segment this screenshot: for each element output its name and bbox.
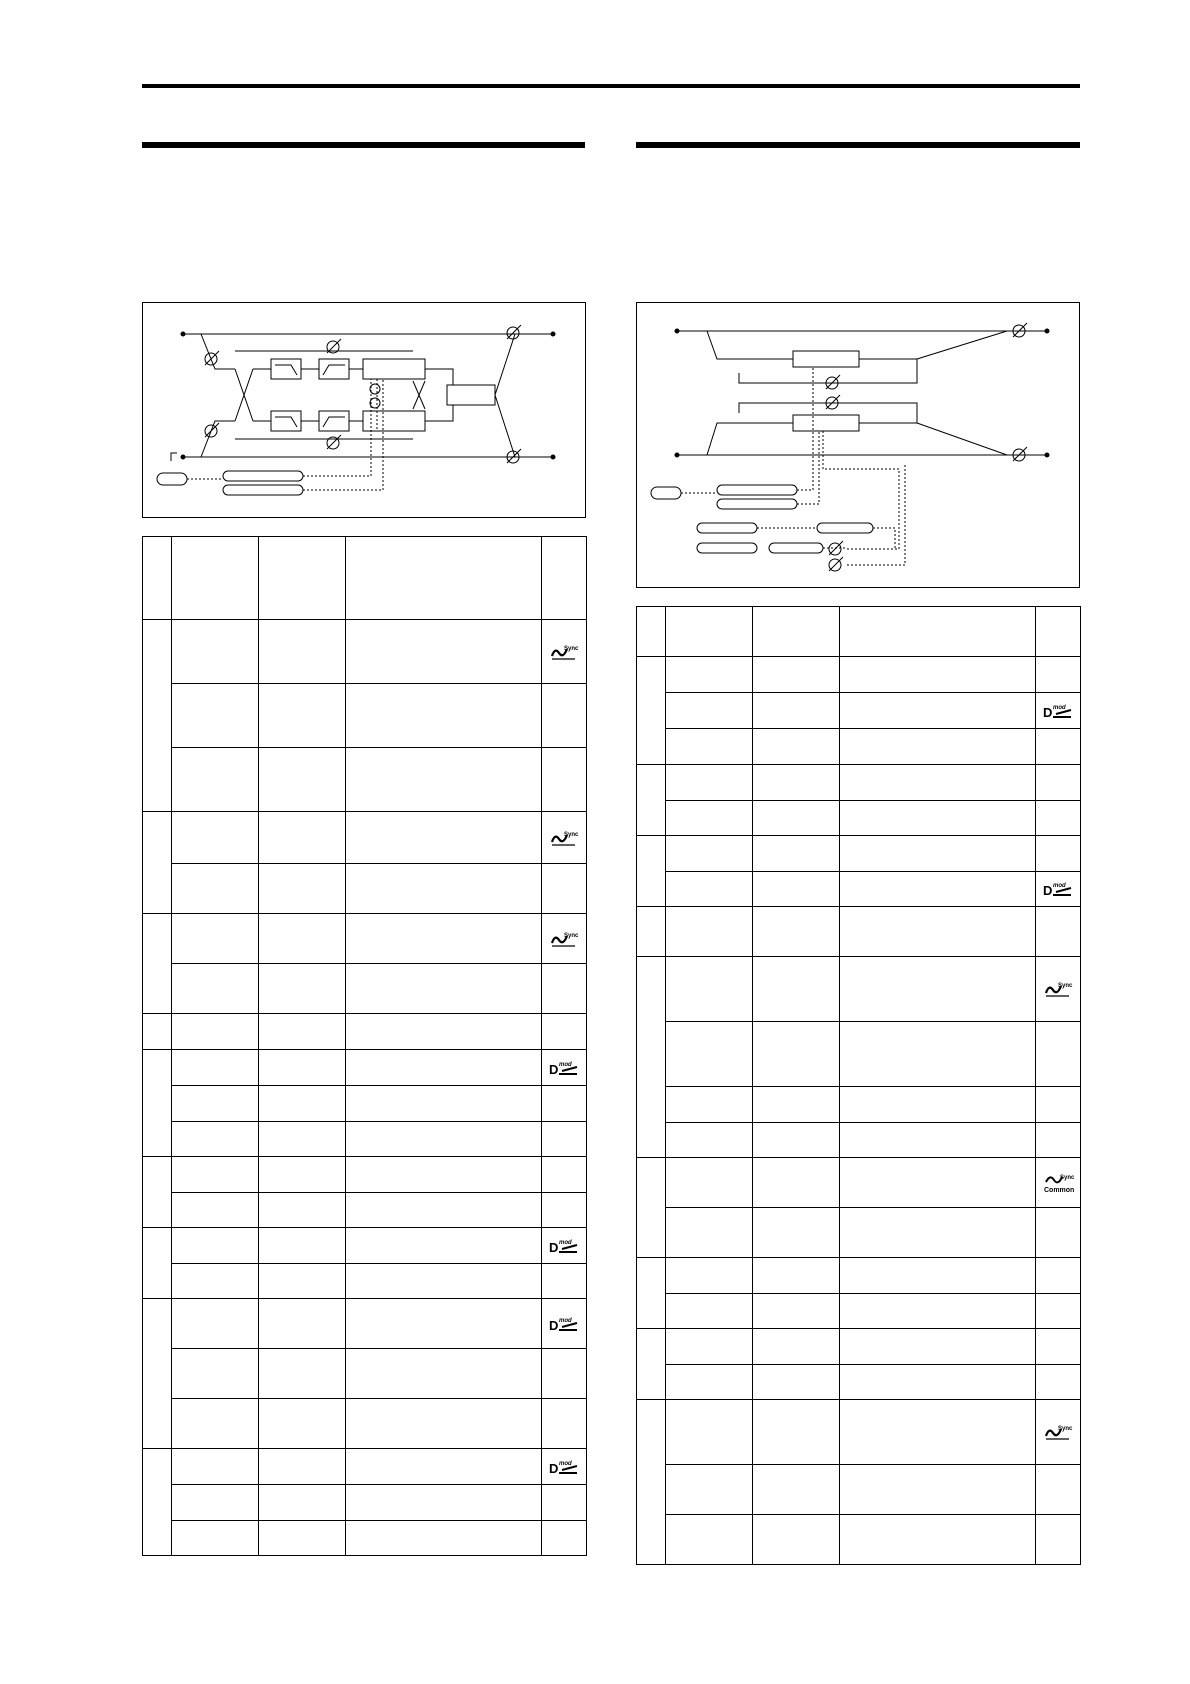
modulation-icon-cell <box>1036 1294 1081 1329</box>
table-cell <box>753 765 840 801</box>
page-header-rule <box>142 84 1080 88</box>
table-header-row <box>637 607 1081 657</box>
modulation-icon-cell <box>1036 765 1081 801</box>
table-cell <box>666 1329 753 1365</box>
table-cell <box>840 1208 1036 1258</box>
table-cell <box>346 1299 542 1349</box>
table-row <box>637 1087 1081 1123</box>
table-cell <box>259 1228 346 1264</box>
table-cell <box>259 1157 346 1193</box>
modulation-icon-cell <box>542 812 587 864</box>
table-header-cell <box>542 537 587 620</box>
table-cell <box>172 1449 259 1485</box>
group-number-cell <box>637 1400 666 1565</box>
modulation-icon-cell <box>542 620 587 684</box>
table-header-cell <box>666 607 753 657</box>
table-row <box>637 693 1081 729</box>
table-header-cell <box>637 607 666 657</box>
tempo-sync-icon <box>549 930 579 948</box>
table-cell <box>346 1086 542 1122</box>
table-cell <box>259 1014 346 1050</box>
tempo-sync-icon <box>1043 1423 1073 1441</box>
table-cell <box>172 620 259 684</box>
modulation-icon-cell <box>542 1014 587 1050</box>
group-number-cell <box>637 765 666 836</box>
table-cell <box>666 1465 753 1515</box>
table-cell <box>346 964 542 1014</box>
table-cell <box>666 1258 753 1294</box>
group-number-cell <box>637 907 666 957</box>
modulation-icon-cell <box>1036 907 1081 957</box>
table-cell <box>172 1299 259 1349</box>
modulation-icon-cell <box>542 748 587 812</box>
table-cell <box>259 1349 346 1399</box>
table-header-row <box>143 537 587 620</box>
modulation-icon-cell <box>1036 1465 1081 1515</box>
table-cell <box>840 729 1036 765</box>
svg-text:Sync: Sync <box>564 645 579 652</box>
group-number-cell <box>637 1158 666 1258</box>
table-cell <box>346 1228 542 1264</box>
modulation-icon-cell <box>1036 1365 1081 1400</box>
table-row <box>143 1521 587 1556</box>
group-number-cell <box>143 1449 172 1556</box>
table-cell <box>753 1465 840 1515</box>
table-cell <box>172 1193 259 1228</box>
table-row <box>143 1157 587 1193</box>
table-cell <box>346 1264 542 1299</box>
modulation-icon-cell <box>1036 1329 1081 1365</box>
table-cell <box>840 1294 1036 1329</box>
table-row <box>143 620 587 684</box>
table-cell <box>172 1228 259 1264</box>
table-row <box>637 957 1081 1022</box>
group-number-cell <box>143 1228 172 1299</box>
table-cell <box>753 907 840 957</box>
table-cell <box>172 914 259 964</box>
table-cell <box>666 765 753 801</box>
table-cell <box>840 836 1036 872</box>
left-section-rule <box>142 142 585 148</box>
group-number-cell <box>637 957 666 1158</box>
table-cell <box>259 1193 346 1228</box>
table-cell <box>259 1264 346 1299</box>
svg-text:D: D <box>549 1061 559 1077</box>
modulation-icon-cell <box>542 1228 587 1264</box>
table-cell <box>753 1087 840 1123</box>
table-row <box>637 1329 1081 1365</box>
svg-text:D: D <box>549 1460 559 1476</box>
table-cell <box>666 1087 753 1123</box>
group-number-cell <box>143 812 172 914</box>
table-cell <box>346 1349 542 1399</box>
modulation-icon-cell <box>1036 1022 1081 1087</box>
table-cell <box>259 1299 346 1349</box>
table-cell <box>346 864 542 914</box>
table-cell <box>172 812 259 864</box>
modulation-icon-cell <box>1036 1258 1081 1294</box>
table-cell <box>346 914 542 964</box>
svg-text:Sync: Sync <box>1060 1174 1074 1181</box>
table-cell <box>840 657 1036 693</box>
table-row <box>637 765 1081 801</box>
table-cell <box>172 1349 259 1399</box>
table-cell <box>259 684 346 748</box>
table-cell <box>346 1449 542 1485</box>
table-row <box>637 1515 1081 1565</box>
table-cell <box>753 693 840 729</box>
group-number-cell <box>637 1258 666 1329</box>
table-cell <box>172 684 259 748</box>
table-cell <box>259 1521 346 1556</box>
table-cell <box>753 836 840 872</box>
table-row <box>637 801 1081 836</box>
group-number-cell <box>143 1157 172 1228</box>
right-block-diagram <box>636 302 1080 588</box>
svg-text:mod: mod <box>559 1317 572 1324</box>
modulation-icon-cell <box>542 1264 587 1299</box>
table-cell <box>840 1465 1036 1515</box>
table-cell <box>172 1399 259 1449</box>
table-cell <box>753 1022 840 1087</box>
modulation-icon-cell <box>1036 693 1081 729</box>
table-cell <box>172 1014 259 1050</box>
table-cell <box>172 1521 259 1556</box>
tempo-sync-icon <box>1043 980 1073 998</box>
modulation-icon-cell <box>542 1193 587 1228</box>
mfx-common-icon <box>1042 1172 1074 1194</box>
table-cell <box>666 1123 753 1158</box>
table-cell <box>172 964 259 1014</box>
table-cell <box>840 765 1036 801</box>
table-row <box>143 1485 587 1521</box>
table-cell <box>840 957 1036 1022</box>
table-cell <box>666 1365 753 1400</box>
table-header-cell <box>143 537 172 620</box>
modulation-icon-cell <box>542 1485 587 1521</box>
table-cell <box>840 1515 1036 1565</box>
table-cell <box>346 1521 542 1556</box>
svg-text:mod: mod <box>1053 883 1066 889</box>
group-number-cell <box>143 1299 172 1449</box>
table-cell <box>346 620 542 684</box>
modulation-icon-cell <box>542 1050 587 1086</box>
table-cell <box>666 801 753 836</box>
table-cell <box>840 1400 1036 1465</box>
table-row <box>143 1086 587 1122</box>
table-cell <box>753 1258 840 1294</box>
table-cell <box>346 812 542 864</box>
modulation-icon-cell <box>542 1399 587 1449</box>
modulation-icon-cell <box>1036 1400 1081 1465</box>
table-row <box>143 1449 587 1485</box>
table-row <box>143 684 587 748</box>
table-cell <box>753 1294 840 1329</box>
table-cell <box>172 1086 259 1122</box>
table-cell <box>753 1515 840 1565</box>
table-cell <box>346 1485 542 1521</box>
modulation-icon-cell <box>542 864 587 914</box>
table-cell <box>172 1122 259 1157</box>
table-row <box>143 1014 587 1050</box>
table-cell <box>259 620 346 684</box>
table-cell <box>259 1449 346 1485</box>
table-cell <box>346 748 542 812</box>
group-number-cell <box>143 1014 172 1050</box>
group-number-cell <box>143 1050 172 1157</box>
modulation-icon-cell <box>542 684 587 748</box>
table-row <box>143 1193 587 1228</box>
modulation-icon-cell <box>542 1122 587 1157</box>
table-cell <box>666 836 753 872</box>
group-number-cell <box>637 657 666 765</box>
dmod-icon <box>1042 880 1074 898</box>
modulation-icon-cell <box>1036 872 1081 907</box>
table-row <box>143 748 587 812</box>
modulation-icon-cell <box>542 964 587 1014</box>
table-cell <box>346 1014 542 1050</box>
table-cell <box>172 864 259 914</box>
dmod-icon <box>1042 702 1074 720</box>
table-row <box>637 1294 1081 1329</box>
table-cell <box>666 1022 753 1087</box>
svg-text:Common: Common <box>1044 1186 1074 1194</box>
table-cell <box>666 1208 753 1258</box>
dmod-icon <box>548 1315 580 1333</box>
modulation-icon-cell <box>542 1449 587 1485</box>
table-row <box>637 657 1081 693</box>
svg-text:D: D <box>1043 704 1053 720</box>
table-cell <box>753 957 840 1022</box>
table-cell <box>346 1399 542 1449</box>
table-row <box>637 1400 1081 1465</box>
table-cell <box>753 801 840 836</box>
modulation-icon-cell <box>1036 1515 1081 1565</box>
table-row <box>637 1158 1081 1208</box>
table-cell <box>753 729 840 765</box>
table-cell <box>666 729 753 765</box>
svg-text:Sync: Sync <box>564 932 579 939</box>
table-cell <box>172 1157 259 1193</box>
modulation-icon-cell <box>1036 1208 1081 1258</box>
modulation-icon-cell <box>1036 957 1081 1022</box>
table-cell <box>840 1158 1036 1208</box>
table-cell <box>259 1050 346 1086</box>
modulation-icon-cell <box>1036 657 1081 693</box>
modulation-icon-cell <box>542 1299 587 1349</box>
table-cell <box>753 657 840 693</box>
table-row <box>143 1228 587 1264</box>
table-header-cell <box>172 537 259 620</box>
table-cell <box>259 864 346 914</box>
table-row <box>143 864 587 914</box>
table-cell <box>346 1157 542 1193</box>
table-cell <box>840 693 1036 729</box>
table-row <box>143 1349 587 1399</box>
dmod-icon <box>548 1059 580 1077</box>
modulation-icon-cell <box>542 1521 587 1556</box>
table-cell <box>666 907 753 957</box>
table-cell <box>172 748 259 812</box>
table-cell <box>840 1258 1036 1294</box>
modulation-icon-cell <box>1036 1158 1081 1208</box>
table-header-cell <box>346 537 542 620</box>
table-header-cell <box>1036 607 1081 657</box>
table-cell <box>346 1193 542 1228</box>
table-cell <box>346 1122 542 1157</box>
table-cell <box>346 684 542 748</box>
table-cell <box>840 801 1036 836</box>
table-row <box>637 1258 1081 1294</box>
table-cell <box>840 1087 1036 1123</box>
table-row <box>637 872 1081 907</box>
right-parameter-table <box>636 606 1081 1565</box>
group-number-cell <box>143 914 172 1014</box>
table-cell <box>753 1208 840 1258</box>
svg-text:Sync: Sync <box>564 831 579 838</box>
table-row <box>143 1299 587 1349</box>
table-row <box>143 1264 587 1299</box>
table-row <box>637 1123 1081 1158</box>
table-cell <box>666 1400 753 1465</box>
modulation-icon-cell <box>542 1349 587 1399</box>
svg-text:mod: mod <box>559 1460 572 1467</box>
tempo-sync-icon <box>549 643 579 661</box>
table-row <box>637 1208 1081 1258</box>
group-number-cell <box>637 836 666 907</box>
modulation-icon-cell <box>1036 1123 1081 1158</box>
modulation-icon-cell <box>1036 1087 1081 1123</box>
table-cell <box>346 1050 542 1086</box>
table-row <box>637 1465 1081 1515</box>
table-cell <box>840 1365 1036 1400</box>
svg-text:D: D <box>549 1239 559 1255</box>
table-cell <box>753 1365 840 1400</box>
table-cell <box>259 914 346 964</box>
table-row <box>143 964 587 1014</box>
table-cell <box>753 1329 840 1365</box>
table-cell <box>753 872 840 907</box>
table-cell <box>259 1086 346 1122</box>
table-row <box>143 1050 587 1086</box>
table-cell <box>259 1485 346 1521</box>
group-number-cell <box>637 1329 666 1400</box>
table-cell <box>172 1050 259 1086</box>
modulation-icon-cell <box>542 914 587 964</box>
modulation-icon-cell <box>1036 836 1081 872</box>
modulation-icon-cell <box>542 1086 587 1122</box>
table-cell <box>666 693 753 729</box>
table-header-cell <box>753 607 840 657</box>
dmod-icon <box>548 1458 580 1476</box>
svg-text:Sync: Sync <box>1058 1426 1073 1432</box>
table-cell <box>840 907 1036 957</box>
table-cell <box>840 1329 1036 1365</box>
table-cell <box>666 1294 753 1329</box>
svg-text:mod: mod <box>559 1239 572 1246</box>
svg-text:D: D <box>1043 883 1053 898</box>
table-cell <box>259 748 346 812</box>
svg-text:Sync: Sync <box>1058 983 1073 989</box>
table-cell <box>840 872 1036 907</box>
table-cell <box>259 1399 346 1449</box>
table-row <box>143 1399 587 1449</box>
left-parameter-table <box>142 536 587 1556</box>
table-row <box>637 1365 1081 1400</box>
table-cell <box>666 872 753 907</box>
modulation-icon-cell <box>1036 729 1081 765</box>
table-cell <box>753 1400 840 1465</box>
table-row <box>143 1122 587 1157</box>
table-cell <box>259 964 346 1014</box>
table-cell <box>666 1158 753 1208</box>
tempo-sync-icon <box>549 829 579 847</box>
table-cell <box>666 1515 753 1565</box>
group-number-cell <box>143 620 172 812</box>
table-cell <box>840 1123 1036 1158</box>
table-row <box>637 1022 1081 1087</box>
modulation-icon-cell <box>542 1157 587 1193</box>
table-row <box>143 914 587 964</box>
table-cell <box>172 1264 259 1299</box>
table-row <box>637 836 1081 872</box>
table-row <box>637 907 1081 957</box>
table-row <box>637 729 1081 765</box>
table-cell <box>666 657 753 693</box>
right-section-rule <box>636 142 1080 148</box>
svg-text:mod: mod <box>1053 704 1066 711</box>
table-cell <box>259 1122 346 1157</box>
table-cell <box>172 1485 259 1521</box>
left-block-diagram <box>142 302 586 518</box>
table-cell <box>666 957 753 1022</box>
table-cell <box>753 1158 840 1208</box>
table-header-cell <box>840 607 1036 657</box>
table-cell <box>259 812 346 864</box>
modulation-icon-cell <box>1036 801 1081 836</box>
table-cell <box>840 1022 1036 1087</box>
table-row <box>143 812 587 864</box>
table-header-cell <box>259 537 346 620</box>
dmod-icon <box>548 1237 580 1255</box>
svg-text:mod: mod <box>559 1061 572 1068</box>
table-cell <box>753 1123 840 1158</box>
svg-text:D: D <box>549 1317 559 1333</box>
